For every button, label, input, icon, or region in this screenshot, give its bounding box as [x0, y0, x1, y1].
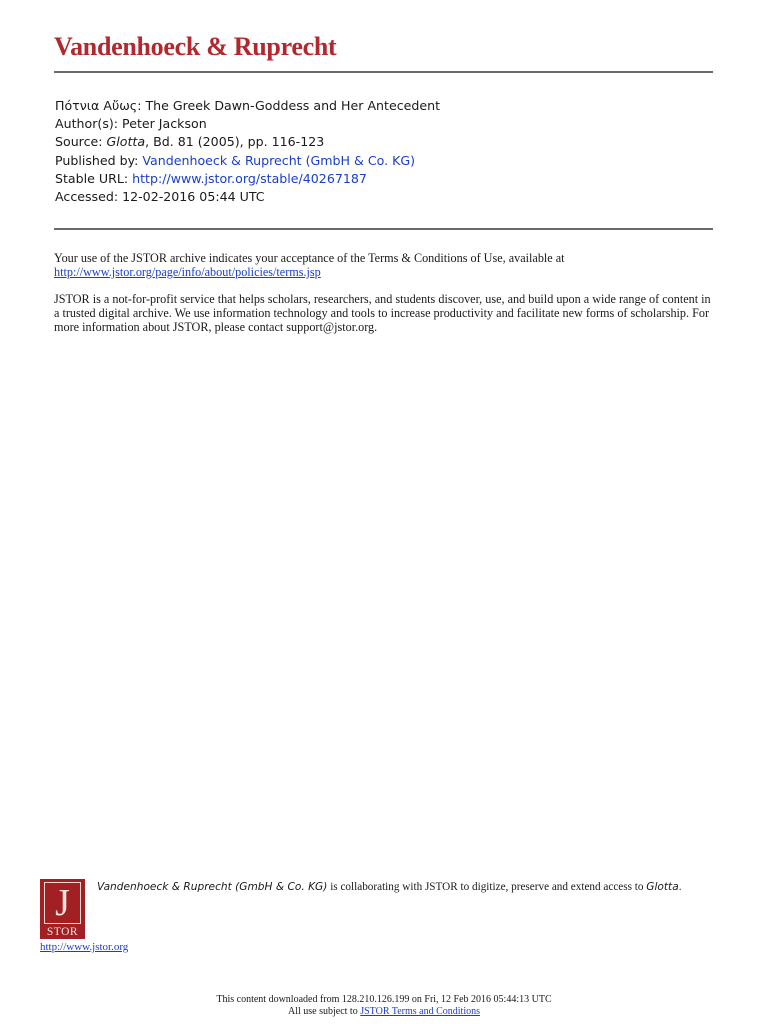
published-label: Published by: — [55, 152, 143, 168]
accessed-label: Accessed: — [55, 189, 123, 205]
terms-link[interactable]: http://www.jstor.org/page/info/about/policies/terms.jsp — [54, 264, 321, 279]
subject-prefix: All use subject to — [288, 1006, 361, 1017]
article-title: Πότνια Αὔως: The Greek Dawn-Goddess and Her Antecedent — [55, 98, 441, 113]
stable-url-link[interactable]: http://www.jstor.org/stable/40267187 — [132, 170, 367, 186]
accessed-row — [55, 188, 440, 206]
source-details: , Bd. 81 (2005), pp. 116-123 — [145, 134, 325, 150]
publisher-row — [55, 152, 440, 170]
citation-block — [55, 97, 440, 206]
terms-conditions-link[interactable]: JSTOR Terms and Conditions — [360, 1006, 480, 1017]
terms-notice — [54, 252, 714, 280]
source-label: Source: — [55, 134, 107, 150]
jstor-about: JSTOR is a not-for-profit service that helps scholars, researchers, and students discover, use, and build upon a wide range of content in a trusted digital archive. We use information technology and tools to increase productivity and facilitate new forms of scholarship. For more information about JSTOR, please contact support@jstor.org. — [54, 292, 711, 334]
collab-end: . — [678, 881, 682, 893]
jstor-home-link[interactable]: http://www.jstor.org — [40, 941, 129, 953]
stable-url-label: Stable URL: — [55, 170, 133, 186]
jstor-logo-frame — [44, 882, 81, 924]
publisher-link[interactable]: Vandenhoeck & Ruprecht (GmbH & Co. KG) — [142, 152, 416, 168]
download-info: This content downloaded from 128.210.126.199 on Fri, 12 Feb 2016 05:44:13 UTC — [216, 994, 552, 1005]
accessed-date: 12-02-2016 05:44 UTC — [122, 189, 265, 205]
author-label: Author(s): — [55, 116, 123, 132]
source-journal: Glotta — [106, 134, 146, 150]
collab-publisher: Vandenhoeck & Ruprecht (GmbH & Co. KG) — [97, 881, 328, 893]
jstor-logo-letter: J — [55, 882, 70, 924]
terms-text: Your use of the JSTOR archive indicates your acceptance of the Terms & Conditions of Use, available at — [54, 251, 565, 265]
download-footer — [0, 994, 768, 1018]
publisher-logo: Vandenhoeck & Ruprecht — [54, 32, 337, 61]
jstor-logo-word: STOR — [46, 926, 79, 938]
terms-footer-row — [0, 1006, 768, 1018]
source-row — [55, 133, 440, 151]
collab-text: is collaborating with JSTOR to digitize, preserve and extend access to — [327, 881, 647, 893]
middle-divider — [54, 228, 713, 230]
stable-url-row — [55, 170, 440, 188]
top-divider — [54, 71, 713, 73]
author-name: Peter Jackson — [122, 116, 207, 132]
author-row — [55, 115, 440, 133]
collaboration-statement — [97, 880, 682, 894]
collab-journal: Glotta — [646, 881, 679, 893]
jstor-logo — [40, 879, 85, 939]
